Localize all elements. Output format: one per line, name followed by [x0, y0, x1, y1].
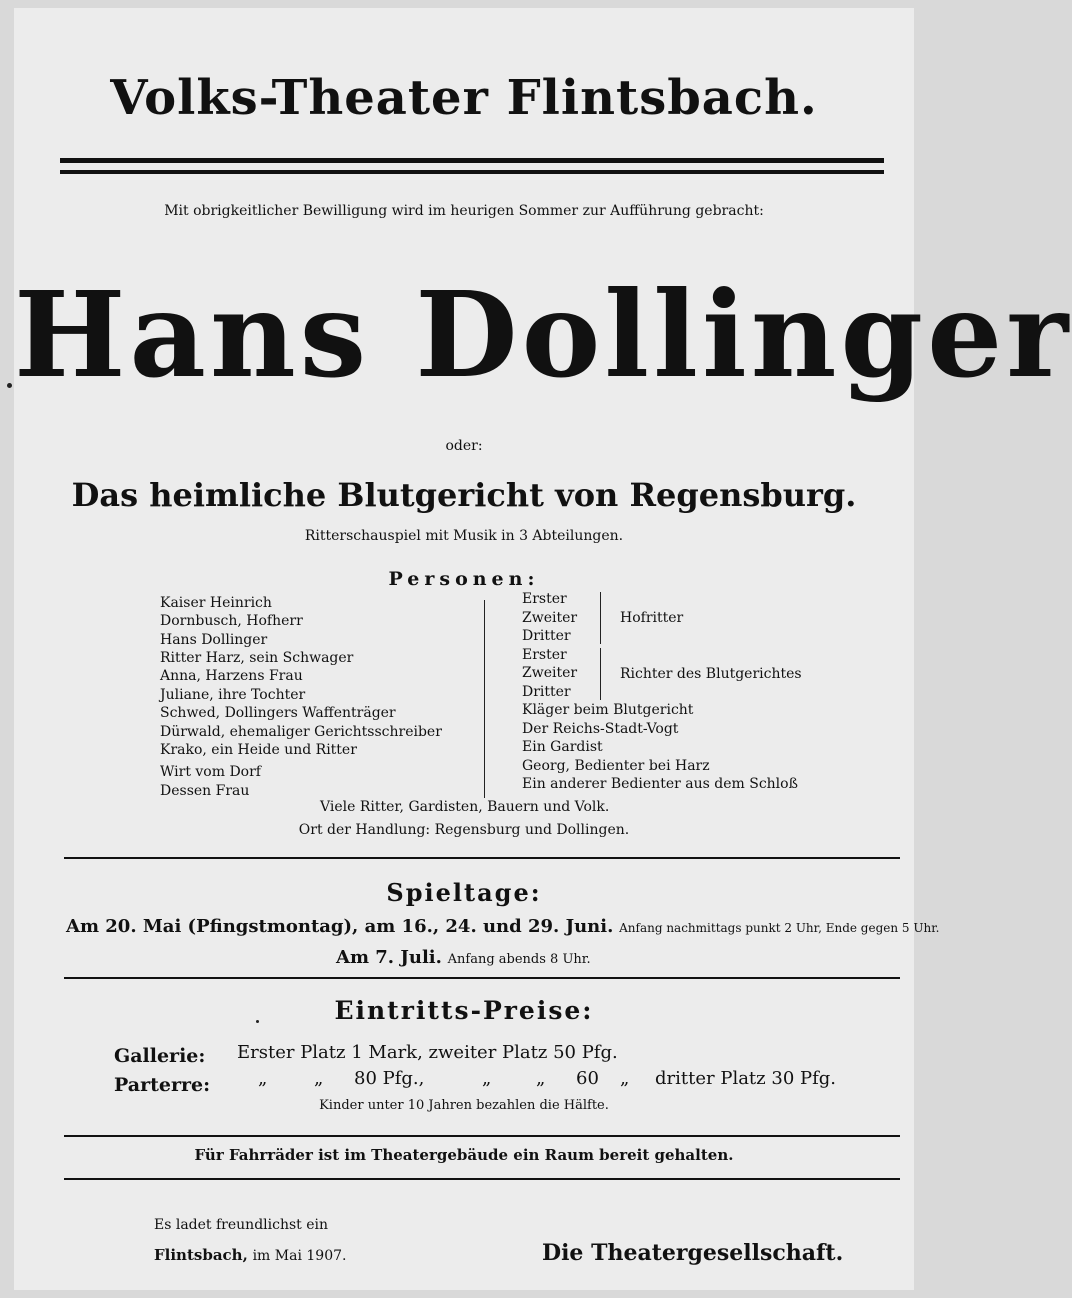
kinder-note: Kinder unter 10 Jahren bezahlen die Hälfte.: [319, 1098, 609, 1113]
ink-speck: [7, 383, 12, 388]
gallerie-prices: Erster Platz 1 Mark, zweiter Platz 50 Pfg.: [237, 1042, 618, 1063]
cast-left-item: Anna, Harzens Frau: [160, 668, 303, 684]
cast-right-item: Dritter: [522, 628, 571, 644]
cast-left-item: Dessen Frau: [160, 783, 250, 799]
intro-line: Mit obrigkeitlicher Bewilligung wird im heurigen Sommer zur Aufführung gebracht:: [164, 203, 764, 219]
extras-line: Viele Ritter, Gardisten, Bauern und Volk.: [320, 799, 610, 815]
theater-name: Volks-Theater Flintsbach.: [110, 70, 818, 126]
cast-right-item: Erster: [522, 647, 567, 663]
spieltage-line-1: [66, 916, 939, 937]
richter-group-label: Richter des Blutgerichtes: [620, 666, 802, 682]
hofritter-bracket: [600, 592, 601, 644]
gallerie-label: Gallerie:: [114, 1045, 206, 1067]
cast-left-item: Schwed, Dollingers Waffenträger: [160, 705, 396, 721]
parterre-price-2: 80 Pfg.,: [354, 1068, 425, 1089]
poster-sheet: [14, 8, 1072, 1290]
ditto-mark: „: [620, 1068, 630, 1089]
ditto-mark: „: [258, 1068, 268, 1089]
ditto-mark: „: [536, 1068, 546, 1089]
parterre-price-4: dritter Platz 30 Pfg.: [655, 1068, 837, 1089]
spieltage-time-july: Anfang abends 8 Uhr.: [447, 952, 591, 967]
oder-label: oder:: [445, 438, 483, 454]
spieltage-dates: Am 20. Mai (Pfingstmontag), am 16., 24. und 29. Juni.: [66, 916, 614, 937]
header-double-rule-top: [60, 158, 884, 163]
cast-right-item: Ein Gardist: [522, 739, 603, 755]
cast-right-item: Kläger beim Blutgericht: [522, 702, 694, 718]
preise-heading: Eintritts-Preise:: [334, 996, 594, 1025]
cast-right-item: Ein anderer Bedienter aus dem Schloß: [522, 776, 798, 792]
ditto-mark: „: [482, 1068, 492, 1089]
place-date-line: [154, 1246, 346, 1264]
cast-right-item: Erster: [522, 591, 567, 607]
cast-column-divider: [484, 600, 485, 798]
hofritter-group-label: Hofritter: [620, 610, 684, 626]
cast-left-item: Wirt vom Dorf: [160, 764, 261, 780]
cast-left-item: Kaiser Heinrich: [160, 595, 272, 611]
place-name: Flintsbach,: [154, 1246, 248, 1264]
cast-right-item: Dritter: [522, 684, 571, 700]
spieltage-line-2: [336, 947, 591, 968]
place-line: Ort der Handlung: Regensburg und Dollingen.: [298, 822, 630, 838]
cast-left-item: Juliane, ihre Tochter: [160, 687, 306, 703]
personen-heading: Personen:: [388, 568, 540, 590]
cast-right-item: Der Reichs-Stadt-Vogt: [522, 721, 679, 737]
cast-left-item: Dornbusch, Hofherr: [160, 613, 303, 629]
section-rule: [64, 857, 900, 859]
fahrrad-note: Für Fahrräder ist im Theatergebäude ein Raum bereit gehalten.: [194, 1146, 734, 1164]
section-rule: [64, 1135, 900, 1137]
parterre-label: Parterre:: [114, 1074, 211, 1096]
cast-left-item: Dürwald, ehemaliger Gerichtsschreiber: [160, 724, 442, 740]
ditto-mark: „: [314, 1068, 324, 1089]
spieltage-time: Anfang nachmittags punkt 2 Uhr, Ende gegen 5 Uhr.: [619, 921, 940, 935]
cast-left-item: Ritter Harz, sein Schwager: [160, 650, 354, 666]
spieltage-date-july: Am 7. Juli.: [336, 947, 442, 968]
play-subtitle: Das heimliche Blutgericht von Regensburg.: [71, 476, 857, 514]
cast-right-item: Zweiter: [522, 610, 578, 626]
genre-line: Ritterschauspiel mit Musik in 3 Abteilungen.: [304, 528, 624, 544]
cast-left-item: Krako, ein Heide und Ritter: [160, 742, 357, 758]
cast-right-item: Zweiter: [522, 665, 578, 681]
parterre-price-3: 60: [576, 1068, 599, 1089]
cast-right-item: Georg, Bedienter bei Harz: [522, 758, 710, 774]
spieltage-heading: Spieltage:: [386, 878, 542, 907]
cast-left-item: Hans Dollinger: [160, 632, 268, 648]
section-rule: [64, 977, 900, 979]
invite-line: Es ladet freundlichst ein: [154, 1217, 329, 1233]
signature: Die Theatergesellschaft.: [542, 1240, 844, 1266]
play-title: Hans Dollinger: [14, 265, 1072, 404]
issue-date: im Mai 1907.: [252, 1248, 347, 1264]
header-double-rule-bottom: [60, 170, 884, 174]
richter-bracket: [600, 648, 601, 700]
section-rule: [64, 1178, 900, 1180]
